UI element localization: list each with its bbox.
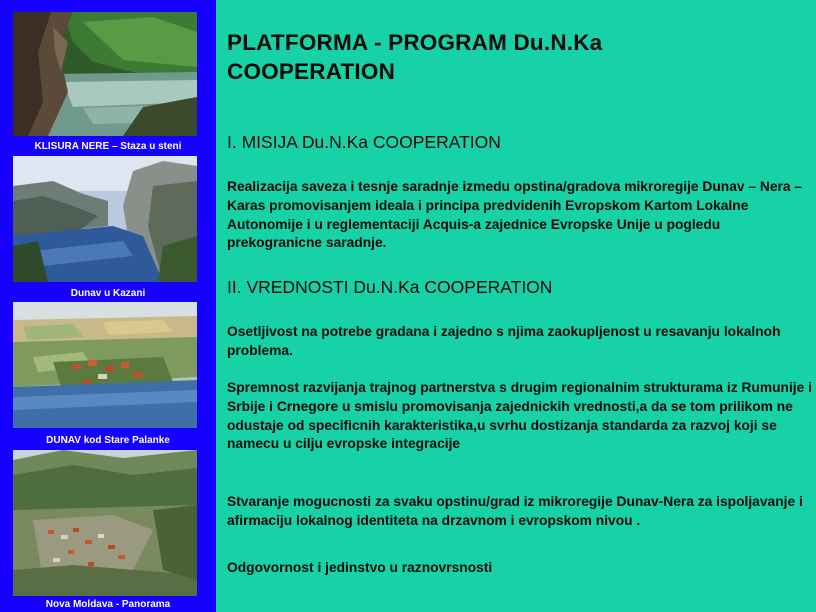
photo-caption: Nova Moldava - Panorama xyxy=(45,599,171,610)
page-title-line: COOPERATION xyxy=(227,59,396,84)
main-content xyxy=(227,28,812,575)
photo-caption: KLISURA NERE – Staza u steni xyxy=(34,141,182,152)
values-item: Stvaranje mogucnosti za svaku opstinu/grad iz mikroregije Dunav-Nera za ispoljavanje i afirmaciju lokalnog identiteta na drzavnom i evropskom nivou . xyxy=(227,494,803,528)
photo-caption: DUNAV kod Stare Palanke xyxy=(46,435,170,446)
values-item: Spremnost razvijanja trajnog partnerstva s drugim regionalnim strukturama iz Rumunije i Srbije i Crnegore u smislu promovisanja zajednickih vrednosti,a da se tom prilikom ne odustaje od specificnih karakteristika,u svrhu dostizanja standarda za razvoj koji se namecu u cilju evropske integracije xyxy=(227,380,812,452)
mission-paragraph: Realizacija saveza i tesnje saradnje izmedu opstina/gradova mikroregije Dunav – Nera – Karas promovisanjem ideala i principa predvidenih Evropskom Kartom Lokalne Autonomije i u reglementaciji Acquis-a zajednice Evropske Unije u pogledu prekogranicne saradnje. xyxy=(227,179,803,251)
page-title xyxy=(227,28,812,86)
photo-sidebar xyxy=(0,0,216,612)
values-item: Osetljivost na potrebe gradana i zajedno s njima zaokupljenost u resavanju lokalnoh problema. xyxy=(227,324,781,358)
photo-caption: Dunav u Kazani xyxy=(70,288,146,299)
photo-stara-palanka xyxy=(13,302,197,428)
photo-klisura-nere xyxy=(13,12,197,136)
photo-nova-moldava xyxy=(13,450,197,596)
page-title-line: PLATFORMA - PROGRAM Du.N.Ka xyxy=(227,30,603,55)
mission-heading: I. MISIJA Du.N.Ka COOPERATION xyxy=(227,132,501,152)
values-item: Odgovornost i jedinstvo u raznovrsnosti xyxy=(227,560,493,575)
values-heading: II. VREDNOSTI Du.N.Ka COOPERATION xyxy=(227,277,553,297)
photo-dunav-kazan xyxy=(13,156,197,282)
